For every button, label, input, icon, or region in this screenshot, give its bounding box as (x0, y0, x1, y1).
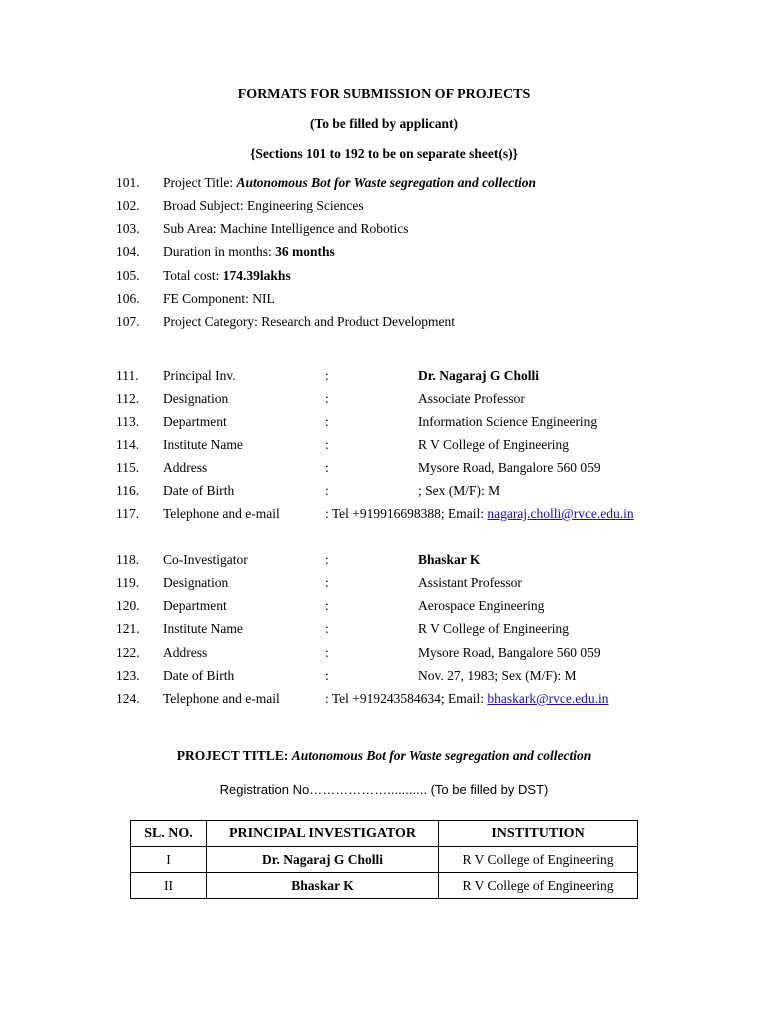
pi-row-112 (0, 389, 768, 409)
coi-row-122 (0, 643, 768, 663)
field-colon: : (325, 368, 329, 383)
table-header-row (131, 821, 638, 847)
field-colon: : (325, 437, 329, 452)
field-label: Institute Name (163, 621, 243, 636)
field-label: Co-Investigator (163, 552, 248, 567)
item-number: 116. (116, 483, 140, 498)
field-label: Designation (163, 575, 229, 590)
info-row-103 (0, 219, 768, 239)
coi-row-120 (0, 596, 768, 616)
pi-row-115 (0, 458, 768, 478)
field-colon: : (325, 598, 329, 613)
pi-row-113 (0, 412, 768, 432)
duration-value: 36 months (275, 244, 335, 259)
field-colon: : (325, 621, 329, 636)
pi-row-114 (0, 435, 768, 455)
item-text: Duration in months: 36 months (163, 244, 335, 259)
document-title: FORMATS FOR SUBMISSION OF PROJECTS (237, 87, 531, 102)
info-row-105 (0, 266, 768, 286)
contact-value: : Tel +919243584634; Email: bhaskark@rvce.edu.in (325, 691, 609, 706)
coi-row-121 (0, 619, 768, 639)
coi-row-118 (0, 550, 768, 570)
item-number: 101. (116, 175, 140, 190)
col-header-institution: INSTITUTION (439, 821, 638, 847)
field-value: Mysore Road, Bangalore 560 059 (418, 460, 601, 475)
item-number: 122. (116, 645, 140, 660)
info-row-104 (0, 242, 768, 262)
coi-row-123 (0, 666, 768, 686)
field-label: Address (163, 645, 208, 660)
field-label: Telephone and e-mail (163, 506, 280, 521)
table-cell-sl-no: I (131, 847, 207, 873)
field-value: Information Science Engineering (418, 414, 598, 429)
document-subtitle: (To be filled by applicant) (309, 116, 459, 131)
col-header-principal-investigator: PRINCIPAL INVESTIGATOR (207, 821, 439, 847)
col-header-sl-no: SL. NO. (131, 821, 207, 847)
sections-note: {Sections 101 to 192 to be on separate sheet(s)} (250, 146, 518, 161)
field-colon: : (325, 414, 329, 429)
item-number: 113. (116, 414, 140, 429)
item-number: 117. (116, 506, 140, 521)
project-title-value: Autonomous Bot for Waste segregation and collection (236, 175, 537, 190)
field-label: Institute Name (163, 437, 243, 452)
coi-email-link[interactable]: bhaskark@rvce.edu.in (487, 691, 609, 706)
field-label: Telephone and e-mail (163, 691, 280, 706)
project-title-heading: PROJECT TITLE: Autonomous Bot for Waste segregation and collection (176, 748, 592, 763)
item-number: 124. (116, 691, 140, 706)
item-number: 105. (116, 268, 140, 283)
item-number: 115. (116, 460, 140, 475)
item-number: 107. (116, 314, 140, 329)
table-cell-investigator: Dr. Nagaraj G Cholli (207, 847, 439, 873)
field-colon: : (325, 552, 329, 567)
field-value: Nov. 27, 1983; Sex (M/F): M (418, 668, 577, 683)
field-value: Mysore Road, Bangalore 560 059 (418, 645, 601, 660)
field-colon: : (325, 645, 329, 660)
registration-number-line: Registration No………………........... (To be filled by DST) (219, 782, 549, 797)
investigators-table (130, 820, 638, 899)
coi-row-119 (0, 573, 768, 593)
table-row (131, 847, 638, 873)
table-cell-institution: R V College of Engineering (439, 847, 638, 873)
info-row-106 (0, 289, 768, 309)
field-label: Date of Birth (163, 483, 235, 498)
table-cell-sl-no: II (131, 873, 207, 899)
field-label: Designation (163, 391, 229, 406)
field-value: R V College of Engineering (418, 621, 569, 636)
item-text: Project Category: Research and Product Development (163, 314, 456, 329)
contact-value: : Tel +919916698388; Email: nagaraj.cholli@rvce.edu.in (325, 506, 634, 521)
total-cost-value: 174.39lakhs (222, 268, 291, 283)
table-cell-investigator: Bhaskar K (207, 873, 439, 899)
field-colon: : (325, 575, 329, 590)
item-number: 114. (116, 437, 140, 452)
item-text: Sub Area: Machine Intelligence and Robotics (163, 221, 409, 236)
field-value: ; Sex (M/F): M (418, 483, 501, 498)
pi-name: Dr. Nagaraj G Cholli (418, 368, 539, 383)
table-row (131, 873, 638, 899)
item-number: 118. (116, 552, 140, 567)
field-label: Date of Birth (163, 668, 235, 683)
item-number: 102. (116, 198, 140, 213)
field-value: Assistant Professor (418, 575, 522, 590)
item-text: FE Component: NIL (163, 291, 275, 306)
field-value: R V College of Engineering (418, 437, 569, 452)
item-number: 106. (116, 291, 140, 306)
field-label: Address (163, 460, 208, 475)
item-number: 103. (116, 221, 140, 236)
item-number: 120. (116, 598, 140, 613)
item-text: Project Title: Autonomous Bot for Waste segregation and collection (163, 175, 537, 190)
item-text: Broad Subject: Engineering Sciences (163, 198, 364, 213)
info-row-102 (0, 196, 768, 216)
field-value: Associate Professor (418, 391, 525, 406)
item-number: 119. (116, 575, 140, 590)
info-row-107 (0, 312, 768, 332)
field-label: Principal Inv. (163, 368, 236, 383)
table-cell-institution: R V College of Engineering (439, 873, 638, 899)
item-number: 112. (116, 391, 140, 406)
field-colon: : (325, 483, 329, 498)
item-number: 111. (116, 368, 139, 383)
field-value: Aerospace Engineering (418, 598, 545, 613)
field-colon: : (325, 668, 329, 683)
field-label: Department (163, 414, 227, 429)
field-label: Department (163, 598, 227, 613)
item-number: 123. (116, 668, 140, 683)
pi-email-link[interactable]: nagaraj.cholli@rvce.edu.in (487, 506, 634, 521)
pi-row-111 (0, 366, 768, 386)
field-colon: : (325, 391, 329, 406)
coi-name: Bhaskar K (418, 552, 481, 567)
info-row-101 (0, 173, 768, 193)
pi-row-116 (0, 481, 768, 501)
item-number: 104. (116, 244, 140, 259)
item-number: 121. (116, 621, 140, 636)
item-text: Total cost: 174.39lakhs (163, 268, 291, 283)
project-title-text: Autonomous Bot for Waste segregation and collection (291, 748, 592, 763)
field-colon: : (325, 460, 329, 475)
coi-row-124 (0, 689, 768, 709)
pi-row-117 (0, 504, 768, 524)
